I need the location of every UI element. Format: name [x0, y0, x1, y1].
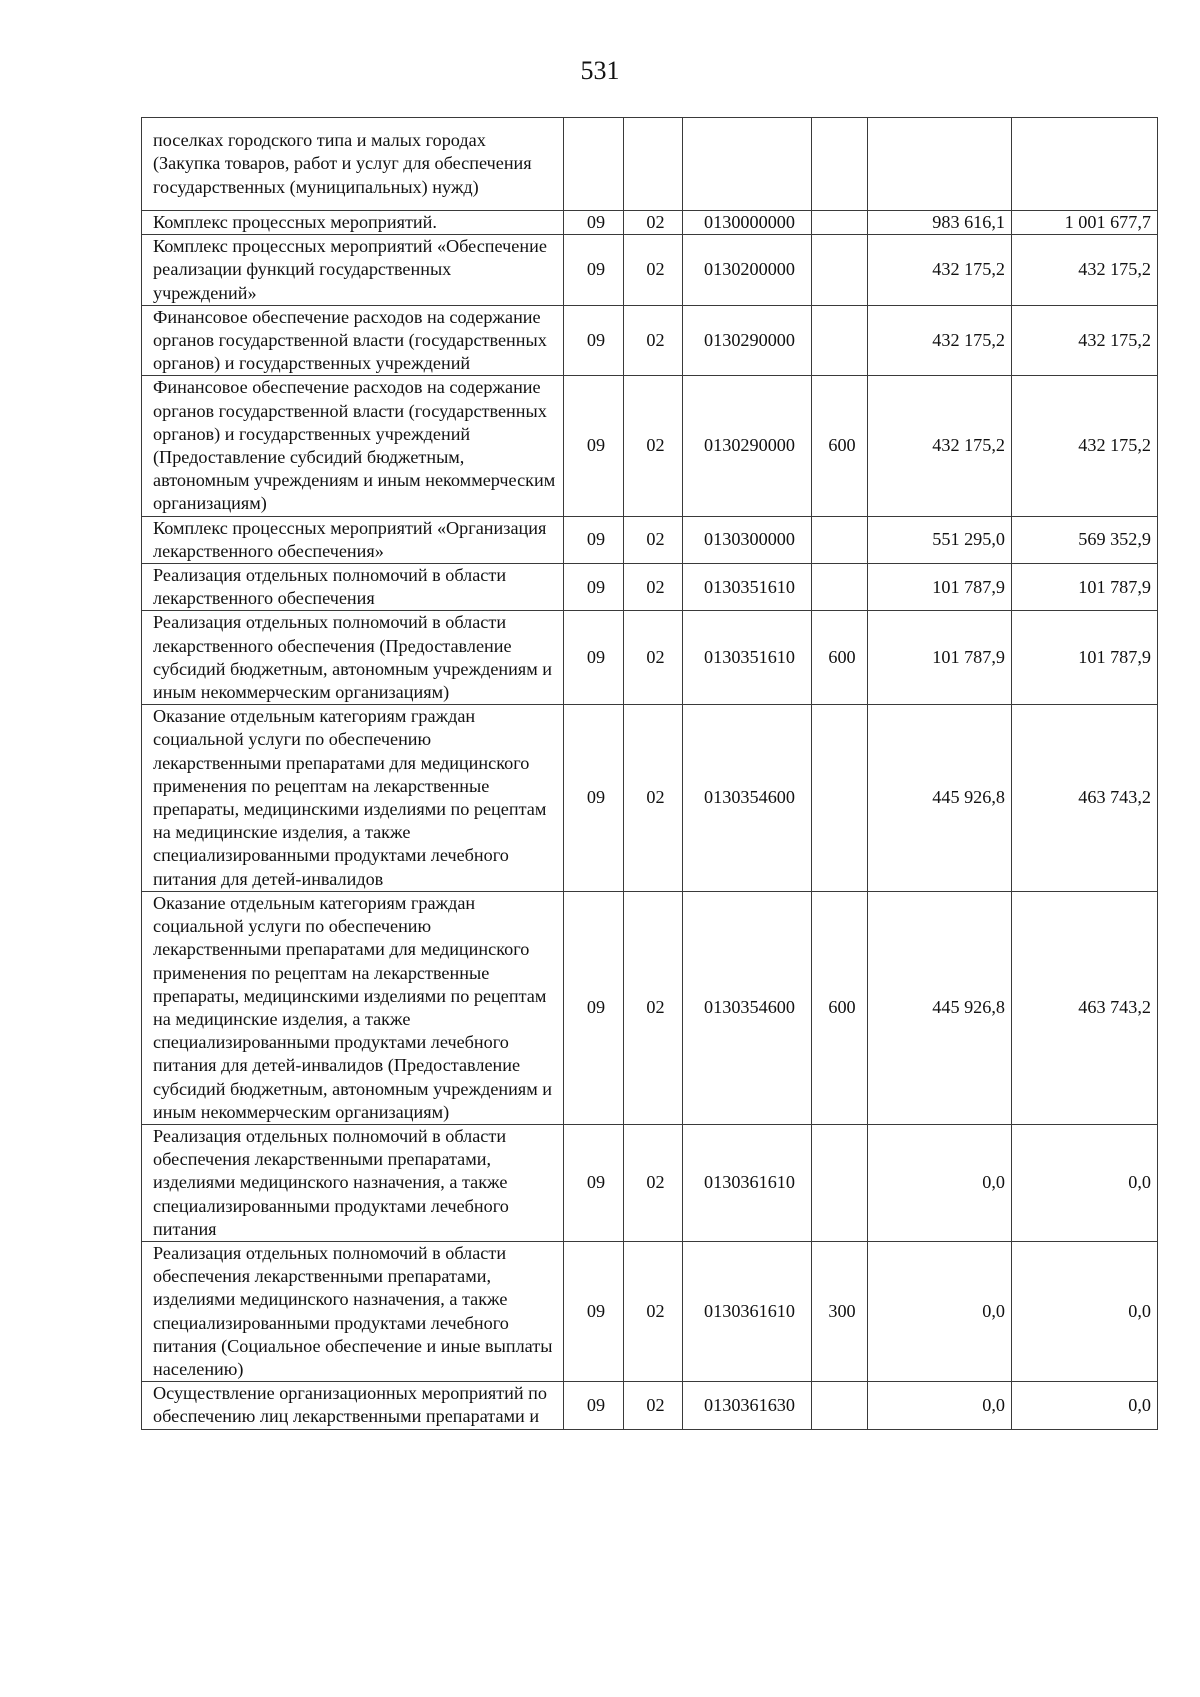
cell-sum-1: 0,0 — [868, 1382, 1012, 1429]
cell-pr: 02 — [624, 376, 683, 516]
cell-csr — [683, 118, 812, 211]
cell-pr: 02 — [624, 1382, 683, 1429]
cell-name: Комплекс процессных мероприятий «Организация лекарственного обеспечения» — [142, 516, 564, 563]
cell-pr: 02 — [624, 1124, 683, 1241]
cell-pr: 02 — [624, 891, 683, 1124]
cell-vr — [812, 1382, 868, 1429]
cell-csr: 0130351610 — [683, 564, 812, 611]
cell-name: Реализация отдельных полномочий в области обеспечения лекарственными препаратами, изделиями медицинского назначения, а также специализированными продуктами лечебного питания (Социальное обеспечение и иные выплаты населению) — [142, 1241, 564, 1381]
budget-table — [141, 117, 1158, 1430]
cell-name: Финансовое обеспечение расходов на содержание органов государственной власти (государственных органов) и государственных учреждений — [142, 305, 564, 376]
cell-sum-1: 445 926,8 — [868, 705, 1012, 892]
cell-sum-1: 551 295,0 — [868, 516, 1012, 563]
cell-vr — [812, 235, 868, 306]
cell-pr — [624, 118, 683, 211]
table-row — [142, 891, 1158, 1124]
cell-rz: 09 — [564, 376, 624, 516]
cell-vr: 600 — [812, 611, 868, 705]
cell-name: Финансовое обеспечение расходов на содержание органов государственной власти (государственных органов) и государственных учреждений (Предоставление субсидий бюджетным, автономным учреждениям и иным некоммерческим организациям) — [142, 376, 564, 516]
cell-sum-1: 445 926,8 — [868, 891, 1012, 1124]
cell-name: Комплекс процессных мероприятий. — [142, 211, 564, 235]
cell-sum-2 — [1012, 118, 1158, 211]
cell-rz: 09 — [564, 1241, 624, 1381]
cell-csr: 0130290000 — [683, 376, 812, 516]
table-row — [142, 611, 1158, 705]
cell-vr — [812, 516, 868, 563]
cell-csr: 0130290000 — [683, 305, 812, 376]
cell-sum-1: 0,0 — [868, 1241, 1012, 1381]
cell-sum-2: 0,0 — [1012, 1382, 1158, 1429]
table-row — [142, 705, 1158, 892]
cell-rz: 09 — [564, 516, 624, 563]
table-row — [142, 1124, 1158, 1241]
cell-sum-2: 432 175,2 — [1012, 235, 1158, 306]
cell-rz: 09 — [564, 211, 624, 235]
cell-csr: 0130361630 — [683, 1382, 812, 1429]
cell-sum-1: 101 787,9 — [868, 564, 1012, 611]
cell-sum-1: 432 175,2 — [868, 235, 1012, 306]
cell-pr: 02 — [624, 516, 683, 563]
cell-rz: 09 — [564, 891, 624, 1124]
cell-vr — [812, 305, 868, 376]
table-row — [142, 564, 1158, 611]
cell-name: Реализация отдельных полномочий в области обеспечения лекарственными препаратами, изделиями медицинского назначения, а также специализированными продуктами лечебного питания — [142, 1124, 564, 1241]
cell-csr: 0130361610 — [683, 1241, 812, 1381]
cell-vr: 300 — [812, 1241, 868, 1381]
cell-rz: 09 — [564, 235, 624, 306]
cell-csr: 0130354600 — [683, 705, 812, 892]
cell-csr: 0130361610 — [683, 1124, 812, 1241]
table-row — [142, 516, 1158, 563]
cell-sum-1: 432 175,2 — [868, 305, 1012, 376]
cell-rz: 09 — [564, 705, 624, 892]
cell-vr — [812, 211, 868, 235]
table-row — [142, 376, 1158, 516]
cell-csr: 0130354600 — [683, 891, 812, 1124]
cell-sum-2: 432 175,2 — [1012, 305, 1158, 376]
table-row — [142, 1382, 1158, 1429]
table-row — [142, 305, 1158, 376]
cell-rz: 09 — [564, 564, 624, 611]
cell-vr — [812, 1124, 868, 1241]
cell-sum-2: 569 352,9 — [1012, 516, 1158, 563]
cell-rz: 09 — [564, 305, 624, 376]
cell-rz: 09 — [564, 1124, 624, 1241]
cell-sum-2: 463 743,2 — [1012, 891, 1158, 1124]
cell-csr: 0130000000 — [683, 211, 812, 235]
cell-sum-2: 1 001 677,7 — [1012, 211, 1158, 235]
cell-csr: 0130300000 — [683, 516, 812, 563]
cell-vr — [812, 705, 868, 892]
cell-pr: 02 — [624, 305, 683, 376]
cell-sum-1: 0,0 — [868, 1124, 1012, 1241]
cell-vr: 600 — [812, 891, 868, 1124]
cell-vr: 600 — [812, 376, 868, 516]
cell-vr — [812, 118, 868, 211]
table-row — [142, 211, 1158, 235]
cell-pr: 02 — [624, 705, 683, 892]
cell-sum-2: 0,0 — [1012, 1241, 1158, 1381]
table-row — [142, 235, 1158, 306]
cell-sum-1: 432 175,2 — [868, 376, 1012, 516]
cell-rz: 09 — [564, 611, 624, 705]
cell-csr: 0130200000 — [683, 235, 812, 306]
table-row — [142, 1241, 1158, 1381]
cell-sum-1 — [868, 118, 1012, 211]
cell-name: Оказание отдельным категориям граждан социальной услуги по обеспечению лекарственными препаратами для медицинского применения по рецептам на лекарственные препараты, медицинскими изделиями по рецептам на медицинские изделия, а также специализированными продуктами лечебного питания для детей-инвалидов — [142, 705, 564, 892]
cell-name: Реализация отдельных полномочий в области лекарственного обеспечения — [142, 564, 564, 611]
cell-pr: 02 — [624, 235, 683, 306]
cell-pr: 02 — [624, 1241, 683, 1381]
cell-rz — [564, 118, 624, 211]
cell-name: Осуществление организационных мероприятий по обеспечению лиц лекарственными препаратами и — [142, 1382, 564, 1429]
page-number: 531 — [580, 56, 620, 85]
cell-pr: 02 — [624, 564, 683, 611]
cell-sum-2: 0,0 — [1012, 1124, 1158, 1241]
cell-csr: 0130351610 — [683, 611, 812, 705]
cell-sum-2: 101 787,9 — [1012, 611, 1158, 705]
cell-name: Комплекс процессных мероприятий «Обеспечение реализации функций государственных учреждений» — [142, 235, 564, 306]
cell-sum-1: 101 787,9 — [868, 611, 1012, 705]
cell-sum-2: 463 743,2 — [1012, 705, 1158, 892]
cell-name: поселках городского типа и малых городах (Закупка товаров, работ и услуг для обеспечения государственных (муниципальных) нужд) — [142, 118, 564, 211]
table-row — [142, 118, 1158, 211]
cell-sum-1: 983 616,1 — [868, 211, 1012, 235]
cell-pr: 02 — [624, 611, 683, 705]
cell-name: Оказание отдельным категориям граждан социальной услуги по обеспечению лекарственными препаратами для медицинского применения по рецептам на лекарственные препараты, медицинскими изделиями по рецептам на медицинские изделия, а также специализированными продуктами лечебного питания для детей-инвалидов (Предоставление субсидий бюджетным, автономным учреждениям и иным некоммерческим организациям) — [142, 891, 564, 1124]
cell-sum-2: 432 175,2 — [1012, 376, 1158, 516]
cell-vr — [812, 564, 868, 611]
cell-name: Реализация отдельных полномочий в области лекарственного обеспечения (Предоставление субсидий бюджетным, автономным учреждениям и иным некоммерческим организациям) — [142, 611, 564, 705]
cell-rz: 09 — [564, 1382, 624, 1429]
cell-sum-2: 101 787,9 — [1012, 564, 1158, 611]
cell-pr: 02 — [624, 211, 683, 235]
